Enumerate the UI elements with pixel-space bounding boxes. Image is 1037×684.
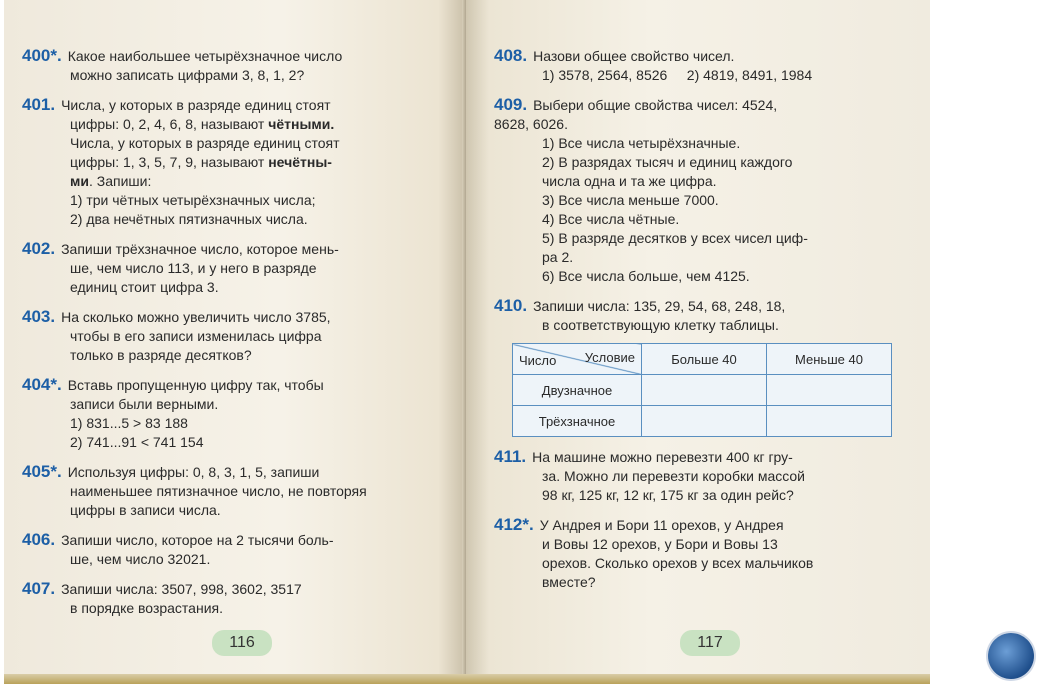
- task-line: и Вовы 12 орехов, у Бори и Вовы 13: [542, 536, 778, 552]
- task-item: 1) 831...5 > 83 188: [70, 415, 188, 431]
- task-line: ше, чем число 32021.: [70, 551, 211, 567]
- task-item: 6) Все числа больше, чем 4125.: [542, 268, 750, 284]
- term-odd-a: нечётны-: [268, 154, 332, 170]
- task-line: орехов. Сколько орехов у всех мальчиков: [542, 555, 814, 571]
- page-number-right: 117: [680, 630, 740, 656]
- task-item: ра 2.: [542, 249, 574, 265]
- task-line: за. Можно ли перевезти коробки массой: [542, 468, 805, 484]
- task-item: числа одна и та же цифра.: [542, 173, 717, 189]
- right-page: [466, 0, 930, 684]
- row-label-three-digit: Трёхзначное: [513, 406, 642, 437]
- corner-label-number: Число: [519, 353, 557, 368]
- task-402: [22, 239, 458, 297]
- table-cell: [767, 375, 892, 406]
- task-item: 5) В разряде десятков у всех чисел циф-: [542, 230, 808, 246]
- left-page: [4, 0, 466, 684]
- task-line: Вставь пропущенную цифру так, чтобы: [67, 377, 324, 393]
- task-line: можно записать цифрами 3, 8, 1, 2?: [70, 67, 305, 83]
- task-line: Числа, у которых в разряде единиц стоят: [61, 97, 331, 113]
- task-line: в соответствующую клетку таблицы.: [542, 317, 779, 333]
- corner-label-condition: Условие: [584, 350, 635, 365]
- globe-icon[interactable]: [988, 633, 1034, 679]
- task-line: цифры в записи числа.: [70, 502, 221, 518]
- task-line: На машине можно перевезти 400 кг гру-: [532, 449, 793, 465]
- task-405: [22, 462, 458, 520]
- task-line: У Андрея и Бори 11 орехов, у Андрея: [539, 517, 784, 533]
- task-line: 8628, 6026.: [494, 116, 568, 132]
- page-bottom-edge: [4, 674, 930, 684]
- task-line: наименьшее пятизначное число, не повторяя: [70, 483, 367, 499]
- task-line: вместе?: [542, 574, 596, 590]
- task-line: На сколько можно увеличить число 3785,: [61, 309, 331, 325]
- term-even: чётными.: [268, 116, 335, 132]
- task-item: 2) 4819, 8491, 1984: [686, 67, 813, 83]
- task-line: Числа, у которых в разряде единиц стоят: [70, 135, 340, 151]
- task-line: Запиши число, которое на 2 тысячи боль-: [61, 532, 334, 548]
- task-line: чтобы в его записи изменилась цифра: [70, 328, 322, 344]
- task-number: 409.: [494, 95, 528, 114]
- row-label-two-digit: Двузначное: [513, 375, 642, 406]
- task-line: Запиши числа: 3507, 998, 3602, 3517: [61, 581, 302, 597]
- task-400: [22, 46, 458, 85]
- task-number: 412*.: [494, 515, 534, 534]
- task-number: 407.: [22, 579, 56, 598]
- task-number: 404*.: [22, 375, 62, 394]
- task-410: [494, 296, 916, 437]
- task-item: 2) В разрядах тысяч и единиц каждого: [542, 154, 793, 170]
- page-number-left: 116: [212, 630, 272, 656]
- task-line: Выбери общие свойства чисел: 4524,: [533, 97, 778, 113]
- task-item: 2) 741...91 < 741 154: [70, 434, 204, 450]
- task-item: 4) Все числа чётные.: [542, 211, 680, 227]
- task-line: ше, чем число 113, и у него в разряде: [70, 260, 317, 276]
- task-number: 406.: [22, 530, 56, 549]
- task-number: 408.: [494, 46, 528, 65]
- task-line: . Запиши:: [88, 173, 152, 189]
- table-cell: [642, 375, 767, 406]
- task-line: цифры: 1, 3, 5, 7, 9, называют: [70, 154, 265, 170]
- term-odd-b: ми: [70, 173, 89, 189]
- task-407: [22, 579, 458, 618]
- task-number: 401.: [22, 95, 56, 114]
- task-406: [22, 530, 458, 569]
- task-403: [22, 307, 458, 365]
- task-line: единиц стоит цифра 3.: [70, 279, 219, 295]
- task-line: Запиши числа: 135, 29, 54, 68, 248, 18,: [533, 298, 786, 314]
- task-line: Какое наибольшее четырёхзначное число: [67, 48, 343, 64]
- task-number: 403.: [22, 307, 56, 326]
- task-item: 1) 3578, 2564, 8526: [542, 67, 668, 83]
- task-line: Запиши трёхзначное число, которое мень-: [61, 241, 339, 257]
- textbook-spread: [4, 0, 930, 684]
- task-number: 405*.: [22, 462, 62, 481]
- task-line: только в разряде десятков?: [70, 347, 252, 363]
- column-header-less: Меньше 40: [767, 344, 892, 375]
- task-item: 2) два нечётных пятизначных числа.: [70, 211, 308, 227]
- task-404: [22, 375, 458, 452]
- table-corner-cell: [513, 344, 642, 375]
- table-cell: [767, 406, 892, 437]
- task-401: [22, 95, 458, 229]
- task-item: 1) Все числа четырёхзначные.: [542, 135, 741, 151]
- task-409: [494, 95, 916, 286]
- task-number: 410.: [494, 296, 528, 315]
- task-411: [494, 447, 916, 505]
- classification-table: [512, 343, 892, 437]
- task-item: 3) Все числа меньше 7000.: [542, 192, 719, 208]
- task-line: в порядке возрастания.: [70, 600, 223, 616]
- column-header-greater: Больше 40: [642, 344, 767, 375]
- task-line: записи были верными.: [70, 396, 219, 412]
- task-item: 1) три чётных четырёхзначных числа;: [70, 192, 316, 208]
- task-number: 402.: [22, 239, 56, 258]
- table-cell: [642, 406, 767, 437]
- task-line: 98 кг, 125 кг, 12 кг, 175 кг за один рейс?: [542, 487, 794, 503]
- task-line: цифры: 0, 2, 4, 6, 8, называют: [70, 116, 265, 132]
- task-line: Назови общее свойство чисел.: [533, 48, 735, 64]
- task-408: [494, 46, 916, 85]
- task-number: 411.: [494, 447, 527, 466]
- task-line: Используя цифры: 0, 8, 3, 1, 5, запиши: [67, 464, 320, 480]
- task-number: 400*.: [22, 46, 62, 65]
- task-412: [494, 515, 916, 592]
